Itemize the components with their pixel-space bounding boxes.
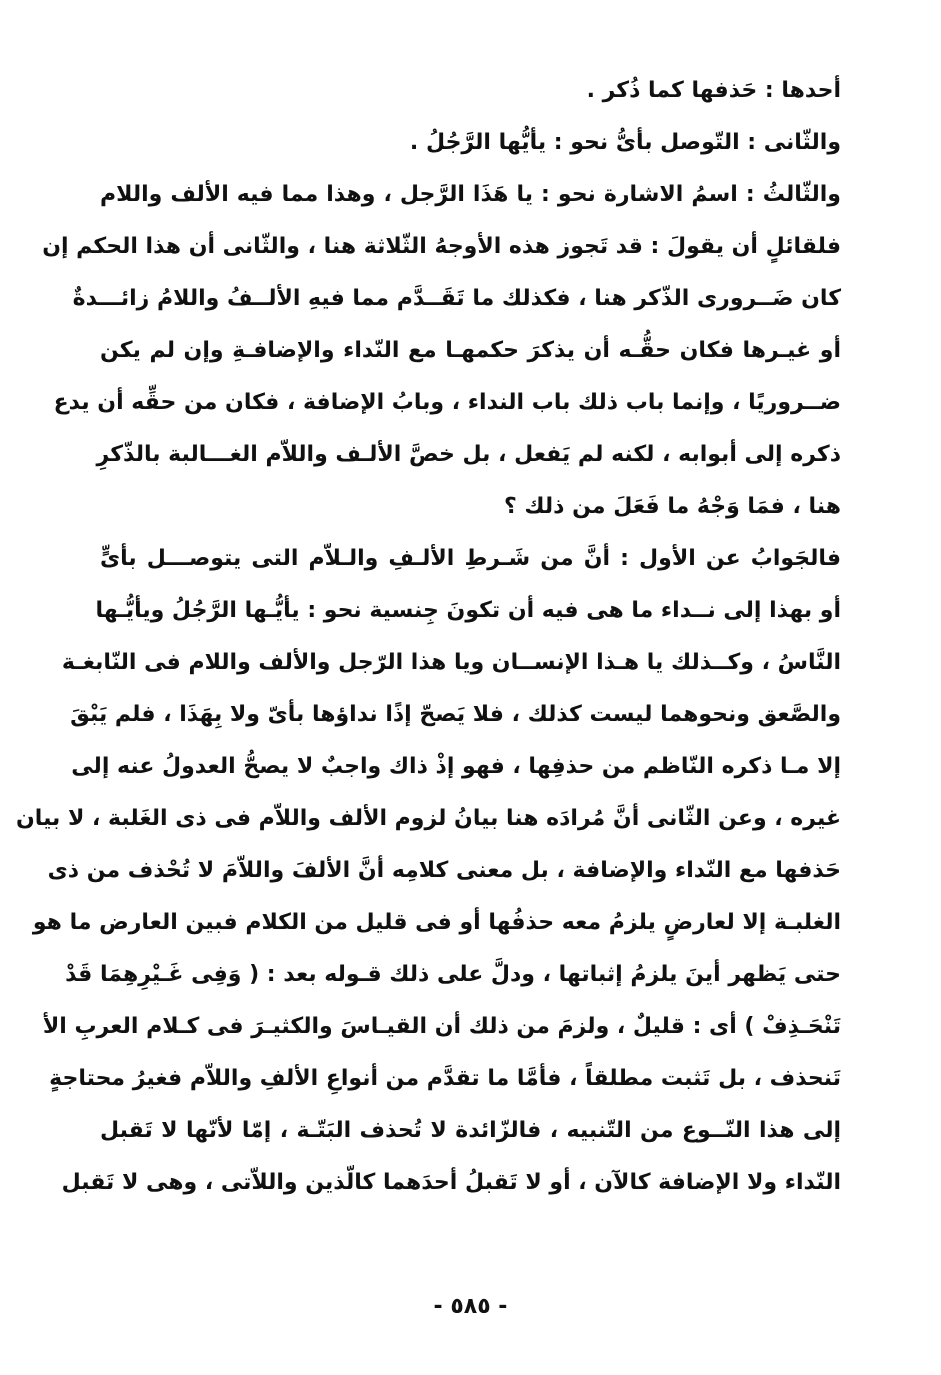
text-line-19: تَنْحَـذِفْ ) أى : قليلٌ ، ولزمَ من ذلك أن القيـاسَ والكثيـرَ فى كـلام العربِ الأ	[42, 1014, 841, 1039]
text-line-8: ذكره إلى أبوابه ، لكنه لم يَفعل ، بل خصَّ الألـف واللاّم الغـــالبة بالذّكرِ	[96, 442, 841, 467]
text-line-3: والثّالثُ : اسمُ الاشارة نحو : يا هَذَا الرَّجل ، وهذا مما فيه الألف واللام	[100, 182, 841, 207]
text-line-6: أو غيـرها فكان حقُّـه أن يذكرَ حكمهـا مع النّداء والإضافـةِ وإن لم يكن	[100, 338, 841, 363]
text-line-15: غيره ، وعن الثّانى أنَّ مُرادَه هنا بيانُ لزوم الألف واللاّم فى ذى الغَلبة ، لا بيان	[16, 806, 841, 831]
text-line-13: والصَّعق ونحوهما ليست كذلك ، فلا يَصحّ إذًا نداؤها بأىّ ولا بِهَذَا ، فلم يَبْقَ	[70, 702, 841, 727]
text-line-10: فالجَوابُ عن الأول : أنَّ من شَـرطِ الألـفِ والـلاّم التى يتوصـــل بأىٍّ	[100, 546, 841, 571]
text-line-20: تَنحذف ، بل تَثبت مطلقاً ، فأمَّا ما تقدَّم من أنواعِ الألفِ واللاّم فغيرُ محتاجةٍ	[49, 1066, 841, 1091]
text-line-22: النّداء ولا الإضافة كالآن ، أو لا تَقبلُ أحدَهما كالّذين واللاّتى ، وهى لا تَقبل	[61, 1170, 841, 1195]
text-line-14: إلا مـا ذكره النّاظم من حذفِها ، فهو إذْ ذاك واجبٌ لا يصحُّ العدولُ عنه إلى	[71, 754, 841, 779]
text-line-11: أو بهذا إلى نــداء ما هى فيه أن تكونَ جِنسية نحو : يأيُّـها الرَّجُلُ ويأيُّـها	[95, 598, 841, 623]
text-line-2: والثّانى : التّوصل بأىُّ نحو : يأيُّها الرَّجُلُ .	[409, 130, 841, 155]
text-line-16: حَذفها مع النّداء والإضافة ، بل معنى كلامِه أنَّ الألفَ واللاّمَ لا تُحْذف من ذى	[47, 858, 841, 883]
text-line-9: هنا ، فمَا وَجْهُ ما فَعَلَ من ذلك ؟	[504, 494, 841, 519]
text-line-5: كان ضَــرورى الذّكر هنا ، فكذلك ما تَقَــدَّم مما فيهِ الألــفُ واللامُ زائـــدةٌ	[72, 286, 841, 311]
text-line-21: إلى هذا النّــوع من التّنبيه ، فالزّائدة لا تُحذف البَتّـة ، إمّا لأنّها لا تَقبل	[100, 1118, 841, 1143]
text-line-1: أحدها : حَذفها كما ذُكر .	[586, 78, 841, 103]
text-line-7: ضــروريًا ، وإنما باب ذلك باب النداء ، وبابُ الإضافة ، فكان من حقِّه أن يدع	[53, 390, 841, 415]
page-number: - ٥٨٥ -	[433, 1294, 508, 1319]
text-line-4: فلقائلٍ أن يقولَ : قد تَجوز هذه الأوجهُ الثّلاثة هنا ، والثّانى أن هذا الحكم إن	[42, 234, 841, 259]
body-text	[16, 78, 841, 1222]
text-line-12: النَّاسُ ، وكــذلك يا هـذا الإنســان ويا هذا الرّجل والألف واللام فى النّابغـة	[61, 650, 841, 675]
text-line-17: الغلبـة إلا لعارضٍ يلزمُ معه حذفُها أو فى قليل من الكلام فبين العارض ما هو	[32, 910, 841, 935]
text-line-18: حتى يَظهر أينَ يلزمُ إثباتها ، ودلَّ على ذلك قـوله بعد : ( وَفِى غَـيْرِهِمَا قَدْ	[65, 962, 841, 987]
